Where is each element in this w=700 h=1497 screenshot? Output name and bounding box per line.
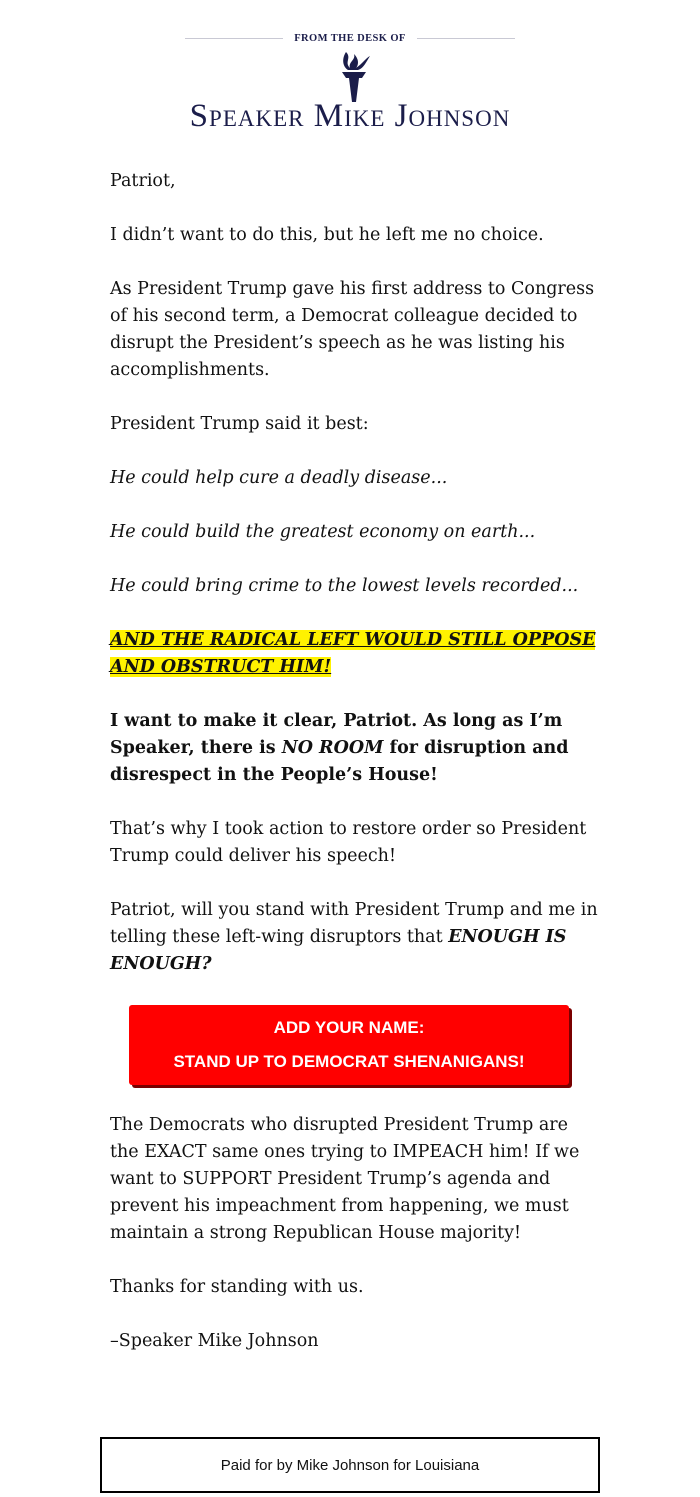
cta-line-1: ADD YOUR NAME: <box>273 1018 425 1037</box>
disclaimer-text: Paid for by Mike Johnson for Louisiana <box>220 1456 480 1474</box>
from-desk-row <box>185 30 515 46</box>
divider-right <box>417 38 515 39</box>
letter-header <box>0 0 700 150</box>
cta-wrapper <box>110 1005 600 1085</box>
bold-paragraph <box>110 708 600 789</box>
bold-text: I want to make it clear, Patriot. As long as I’m Speaker, there is <box>110 711 563 758</box>
paragraph: President Trump said it best: <box>110 414 369 434</box>
divider-left <box>185 38 283 39</box>
paragraph: The Democrats who disrupted President Trump are the EXACT same ones trying to IMPEACH him! If we want to SUPPORT President Trump’s agenda and prevent his impeachment from happening, we must maintain a strong Republican House majority! <box>110 1115 580 1243</box>
cta-line-2: STAND UP TO DEMOCRAT SHENANIGANS! <box>173 1052 525 1071</box>
bold-text: for disruption and disrespect in the People’s House! <box>110 738 569 785</box>
salutation: Patriot, <box>110 171 176 191</box>
paragraph: As President Trump gave his first address to Congress of his second term, a Democrat colleague decided to disrupt the President’s speech as he was listing his accomplishments. <box>110 279 595 380</box>
quote-line: He could bring crime to the lowest levels recorded... <box>110 576 579 596</box>
paragraph: Thanks for standing with us. <box>110 1277 364 1297</box>
paragraph-text: Patriot, will you stand with President Trump and me in telling these left-wing disruptors that <box>110 900 598 947</box>
highlight-paragraph <box>110 627 600 681</box>
speaker-name-title: Speaker Mike Johnson <box>189 98 511 134</box>
quote-line: He could help cure a deadly disease... <box>110 468 448 488</box>
highlighted-text: AND THE RADICAL LEFT WOULD STILL OPPOSE AND OBSTRUCT HIM! <box>110 630 596 677</box>
emphasis-text: ENOUGH IS ENOUGH? <box>110 927 567 974</box>
signature: –Speaker Mike Johnson <box>110 1331 319 1351</box>
letter-body <box>110 168 600 1382</box>
paragraph: I didn’t want to do this, but he left me no choice. <box>110 225 544 245</box>
emphasis-text: NO ROOM <box>281 738 384 758</box>
quote-line: He could build the greatest economy on earth... <box>110 522 536 542</box>
add-your-name-button[interactable] <box>129 1005 569 1085</box>
paid-for-disclaimer <box>100 1437 600 1493</box>
paragraph <box>110 897 600 978</box>
paragraph: That’s why I took action to restore order so President Trump could deliver his speech! <box>110 819 587 866</box>
from-desk-label: FROM THE DESK OF <box>294 32 406 44</box>
